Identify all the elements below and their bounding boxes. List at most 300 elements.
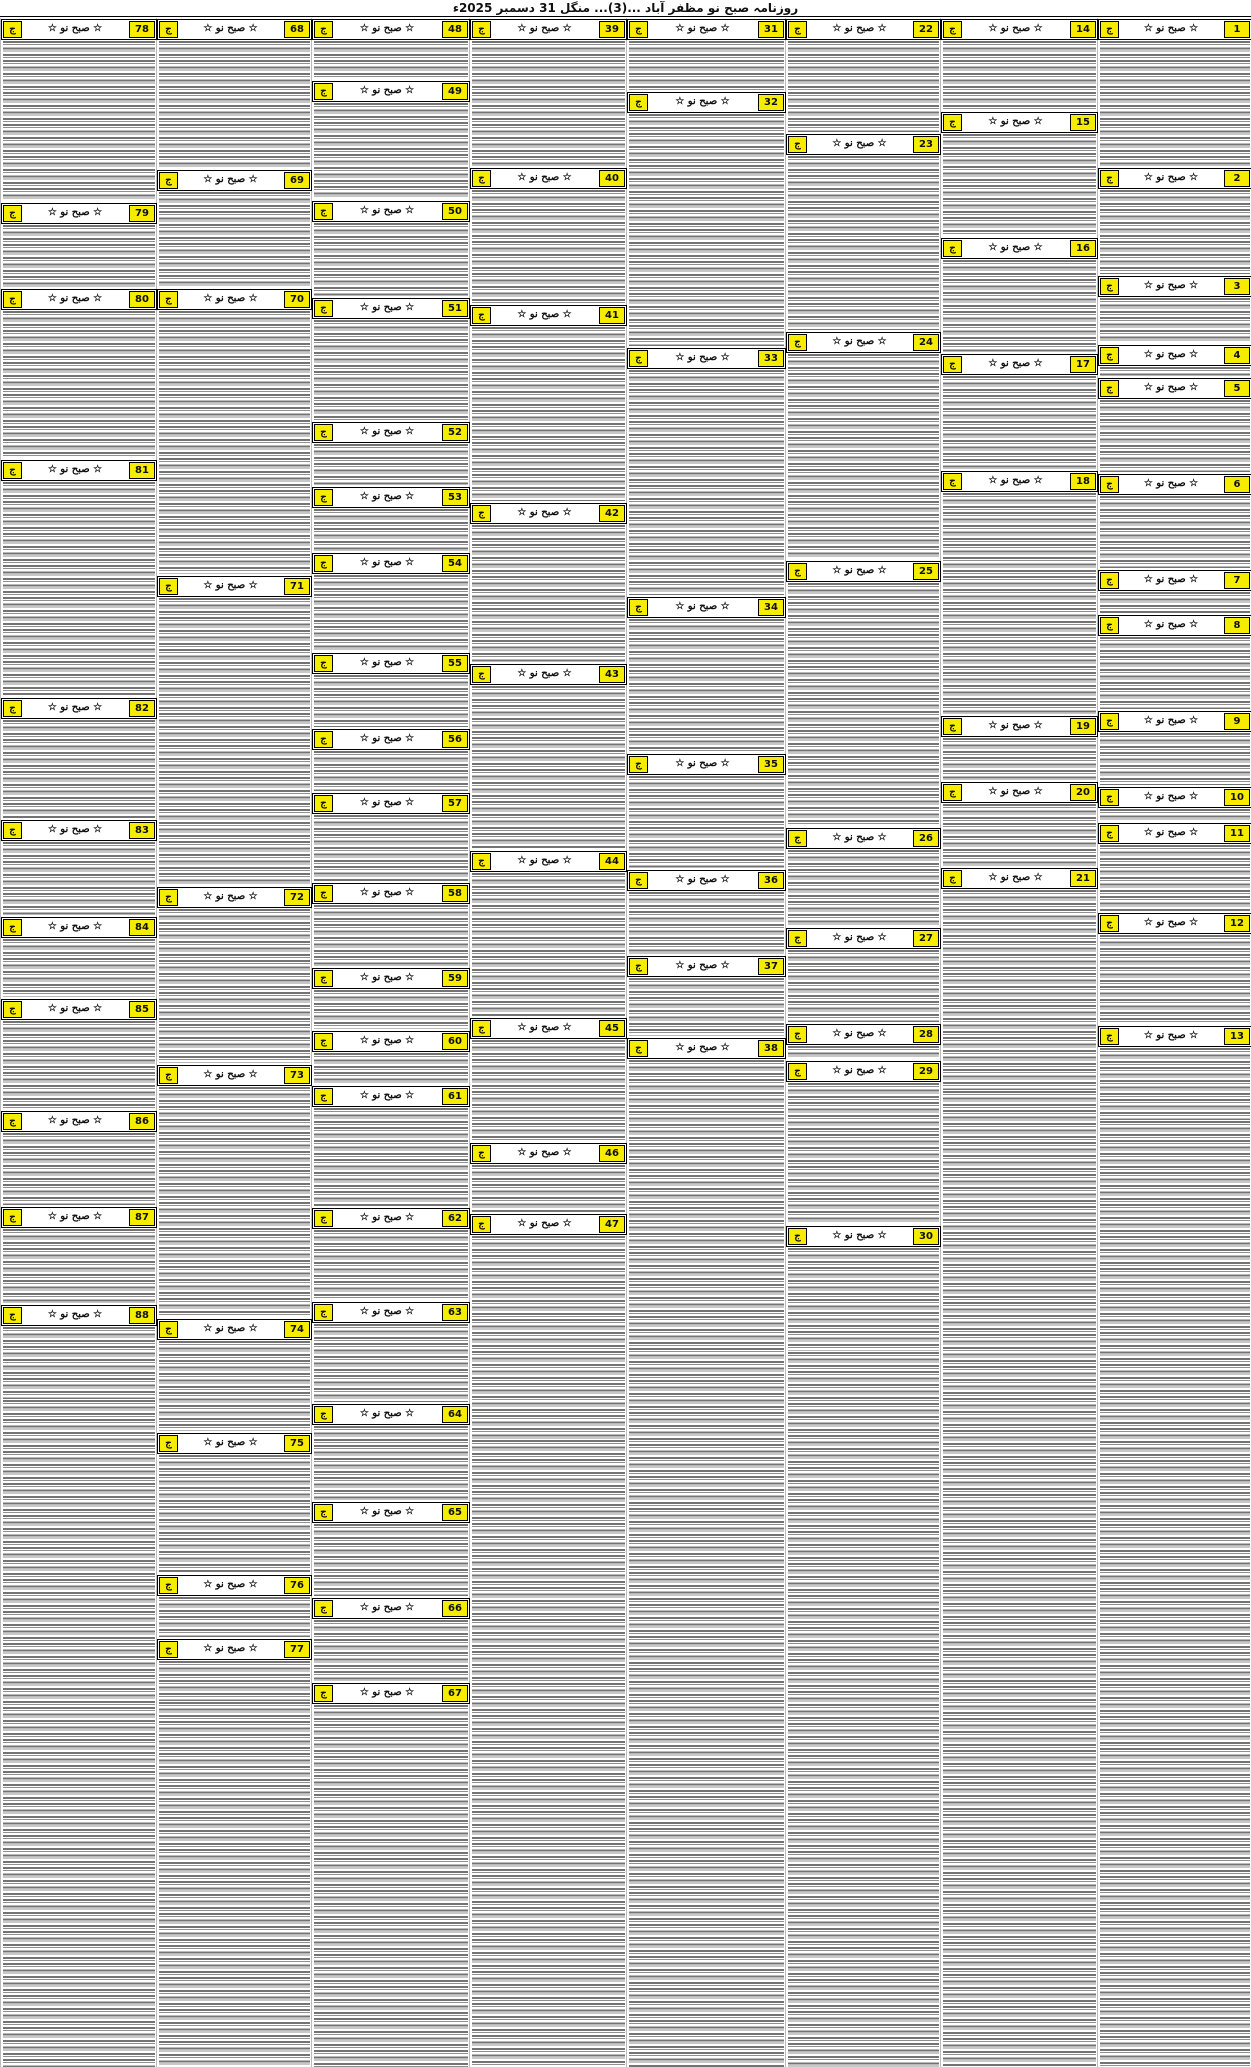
ad-body-text bbox=[314, 41, 468, 79]
ad-brand-label: ☆ صبح نو ☆ bbox=[1143, 23, 1199, 34]
ad-brand-label: ☆ صبح نو ☆ bbox=[203, 891, 258, 902]
ad-body-text bbox=[788, 354, 939, 559]
ad-brand-label: ☆ صبح نو ☆ bbox=[203, 1323, 258, 1334]
ad-brand-label: ☆ صبح نو ☆ bbox=[203, 580, 258, 591]
classified-ad bbox=[157, 1064, 312, 1318]
classified-ad bbox=[312, 18, 470, 80]
classified-ad bbox=[786, 133, 941, 331]
ad-brand-label: ☆ صبح نو ☆ bbox=[988, 358, 1043, 369]
logo-icon: ج bbox=[472, 307, 491, 324]
ad-number-badge: 53 bbox=[442, 489, 468, 506]
classified-ad bbox=[312, 200, 470, 297]
classified-ad bbox=[1098, 344, 1251, 377]
logo-icon: ج bbox=[314, 1304, 333, 1321]
ad-number-badge: 2 bbox=[1224, 170, 1250, 187]
ad-brand-label: ☆ صبح نو ☆ bbox=[359, 23, 415, 34]
ad-brand-label: ☆ صبح نو ☆ bbox=[1143, 172, 1199, 183]
ad-body-text bbox=[1100, 496, 1250, 568]
ad-header-bar bbox=[312, 1502, 470, 1523]
ad-brand-label: ☆ صبح نو ☆ bbox=[1143, 478, 1199, 489]
logo-icon: ج bbox=[3, 21, 22, 38]
classified-ad bbox=[1098, 786, 1251, 822]
classified-ad bbox=[157, 1318, 312, 1432]
ad-header-bar bbox=[1, 1111, 157, 1132]
logo-icon: ج bbox=[314, 1033, 333, 1050]
ad-number-badge: 26 bbox=[913, 830, 939, 847]
ad-number-badge: 21 bbox=[1070, 870, 1096, 887]
ad-brand-label: ☆ صبح نو ☆ bbox=[675, 23, 730, 34]
ad-body-text bbox=[3, 41, 155, 201]
ad-brand-label: ☆ صبح نو ☆ bbox=[988, 720, 1043, 731]
ad-number-badge: 30 bbox=[913, 1228, 939, 1245]
ad-brand-label: ☆ صبح نو ☆ bbox=[988, 872, 1043, 883]
classified-ad bbox=[312, 80, 470, 200]
ad-brand-label: ☆ صبح نو ☆ bbox=[675, 1042, 730, 1053]
ad-number-badge: 83 bbox=[129, 822, 155, 839]
ad-body-text bbox=[159, 192, 310, 287]
ad-number-badge: 61 bbox=[442, 1088, 468, 1105]
ad-header-bar bbox=[627, 1038, 786, 1059]
logo-icon: ج bbox=[1100, 617, 1119, 634]
classified-ad bbox=[157, 288, 312, 575]
ad-number-badge: 39 bbox=[599, 21, 625, 38]
classified-ad bbox=[312, 297, 470, 421]
logo-icon: ج bbox=[159, 1435, 178, 1452]
ad-number-badge: 60 bbox=[442, 1033, 468, 1050]
ad-header-bar bbox=[312, 1683, 470, 1704]
ad-brand-label: ☆ صبح نو ☆ bbox=[1143, 619, 1199, 630]
logo-icon: ج bbox=[629, 756, 648, 773]
ad-brand-label: ☆ صبح نو ☆ bbox=[988, 475, 1043, 486]
logo-icon: ج bbox=[314, 970, 333, 987]
ad-number-badge: 66 bbox=[442, 1600, 468, 1617]
ad-body-text bbox=[159, 909, 310, 1063]
ad-header-bar bbox=[157, 576, 312, 597]
ad-header-bar bbox=[312, 729, 470, 750]
ad-brand-label: ☆ صبح نو ☆ bbox=[203, 1643, 258, 1654]
ad-number-badge: 78 bbox=[129, 21, 155, 38]
logo-icon: ج bbox=[1100, 915, 1119, 932]
ad-body-text bbox=[314, 1620, 468, 1681]
ad-brand-label: ☆ صبح نو ☆ bbox=[359, 1506, 415, 1517]
ad-header-bar bbox=[1098, 378, 1251, 399]
ad-body-text bbox=[3, 939, 155, 997]
ad-brand-label: ☆ صبح نو ☆ bbox=[359, 887, 415, 898]
classified-ad bbox=[627, 347, 786, 596]
logo-icon: ج bbox=[314, 424, 333, 441]
ad-body-text bbox=[1100, 1048, 1250, 1120]
ad-number-badge: 7 bbox=[1224, 572, 1250, 589]
ad-header-bar bbox=[157, 1319, 312, 1340]
ad-body-text bbox=[1100, 190, 1250, 274]
ad-column-6 bbox=[311, 18, 470, 2067]
classified-ad bbox=[312, 1301, 470, 1403]
ad-body-text bbox=[1100, 592, 1250, 613]
classifieds-page bbox=[0, 18, 1251, 2067]
classified-ad bbox=[1, 1304, 157, 1400]
ad-header-bar bbox=[941, 868, 1098, 889]
logo-icon: ج bbox=[788, 563, 807, 580]
ad-brand-label: ☆ صبح نو ☆ bbox=[675, 960, 730, 971]
ad-column-7 bbox=[156, 18, 312, 2067]
logo-icon: ج bbox=[629, 958, 648, 975]
classified-ad bbox=[627, 1037, 786, 1233]
classified-ad bbox=[1098, 275, 1251, 344]
ad-column-4 bbox=[626, 18, 786, 2067]
ad-brand-label: ☆ صبح نو ☆ bbox=[1143, 791, 1199, 802]
logo-icon: ج bbox=[1100, 380, 1119, 397]
ad-header-bar bbox=[157, 1575, 312, 1596]
classified-ad bbox=[157, 169, 312, 288]
ad-header-bar bbox=[157, 1639, 312, 1660]
ad-body-text bbox=[943, 41, 1096, 110]
ad-brand-label: ☆ صبح نو ☆ bbox=[517, 309, 572, 320]
ad-brand-label: ☆ صبح نو ☆ bbox=[47, 1115, 103, 1126]
classified-ad bbox=[1, 819, 157, 916]
ad-body-text bbox=[159, 311, 310, 574]
ad-brand-label: ☆ صبح نو ☆ bbox=[988, 23, 1043, 34]
logo-icon: ج bbox=[3, 700, 22, 717]
ad-brand-label: ☆ صبح نو ☆ bbox=[988, 242, 1043, 253]
ad-body-text bbox=[314, 1230, 468, 1300]
classified-ad bbox=[1098, 1025, 1251, 1121]
logo-icon: ج bbox=[1100, 572, 1119, 589]
classified-ad bbox=[941, 715, 1098, 781]
logo-icon: ج bbox=[159, 1577, 178, 1594]
logo-icon: ج bbox=[788, 1026, 807, 1043]
ad-header-bar bbox=[627, 956, 786, 977]
logo-icon: ج bbox=[314, 655, 333, 672]
ad-header-bar bbox=[1, 19, 157, 40]
ad-number-badge: 52 bbox=[442, 424, 468, 441]
ad-header-bar bbox=[627, 870, 786, 891]
ad-number-badge: 51 bbox=[442, 300, 468, 317]
classified-ad bbox=[470, 663, 627, 850]
ad-brand-label: ☆ صبح نو ☆ bbox=[47, 207, 103, 218]
ad-column-2 bbox=[940, 18, 1098, 2067]
logo-icon: ج bbox=[1100, 476, 1119, 493]
logo-icon: ج bbox=[314, 1210, 333, 1227]
ad-brand-label: ☆ صبح نو ☆ bbox=[47, 23, 103, 34]
ad-brand-label: ☆ صبح نو ☆ bbox=[203, 1579, 258, 1590]
ad-number-badge: 82 bbox=[129, 700, 155, 717]
ad-header-bar bbox=[312, 298, 470, 319]
ad-number-badge: 20 bbox=[1070, 784, 1096, 801]
classified-ad bbox=[786, 1023, 941, 1060]
logo-icon: ج bbox=[943, 114, 962, 131]
ad-number-badge: 25 bbox=[913, 563, 939, 580]
ad-header-bar bbox=[312, 793, 470, 814]
classified-ad bbox=[627, 955, 786, 1037]
logo-icon: ج bbox=[3, 1209, 22, 1226]
logo-icon: ج bbox=[314, 83, 333, 100]
classified-ad bbox=[1, 1206, 157, 1304]
ad-header-bar bbox=[470, 851, 627, 872]
classified-ad bbox=[1098, 912, 1251, 1025]
logo-icon: ج bbox=[943, 718, 962, 735]
ad-header-bar bbox=[941, 782, 1098, 803]
ad-body-text bbox=[314, 509, 468, 551]
classified-ad bbox=[470, 1017, 627, 1142]
ad-brand-label: ☆ صبح نو ☆ bbox=[832, 932, 887, 943]
ad-number-badge: 41 bbox=[599, 307, 625, 324]
logo-icon: ج bbox=[943, 356, 962, 373]
ad-header-bar bbox=[312, 553, 470, 574]
ad-brand-label: ☆ صبح نو ☆ bbox=[359, 797, 415, 808]
ad-brand-label: ☆ صبح نو ☆ bbox=[359, 426, 415, 437]
logo-icon: ج bbox=[159, 889, 178, 906]
classified-ad bbox=[627, 869, 786, 955]
ad-header-bar bbox=[312, 653, 470, 674]
ad-header-bar bbox=[312, 1302, 470, 1323]
ad-brand-label: ☆ صبح نو ☆ bbox=[675, 96, 730, 107]
ad-brand-label: ☆ صبح نو ☆ bbox=[517, 23, 572, 34]
ad-header-bar bbox=[312, 883, 470, 904]
ad-header-bar bbox=[627, 92, 786, 113]
ad-number-badge: 67 bbox=[442, 1685, 468, 1702]
classified-ad bbox=[312, 1682, 470, 1775]
ad-number-badge: 77 bbox=[284, 1641, 310, 1658]
classified-ad bbox=[312, 967, 470, 1030]
ad-number-badge: 6 bbox=[1224, 476, 1250, 493]
ad-brand-label: ☆ صبح نو ☆ bbox=[359, 205, 415, 216]
ad-body-text bbox=[314, 575, 468, 651]
ad-body-text bbox=[314, 223, 468, 296]
logo-icon: ج bbox=[3, 1001, 22, 1018]
ad-body-text bbox=[159, 1341, 310, 1431]
classified-ad bbox=[157, 1574, 312, 1638]
ad-number-badge: 68 bbox=[284, 21, 310, 38]
ad-header-bar bbox=[312, 81, 470, 102]
ad-body-text bbox=[629, 619, 784, 752]
ad-body-text bbox=[943, 890, 1096, 1090]
ad-header-bar bbox=[1098, 913, 1251, 934]
logo-icon: ج bbox=[314, 203, 333, 220]
ad-body-text bbox=[472, 327, 625, 501]
ad-number-badge: 72 bbox=[284, 889, 310, 906]
ad-brand-label: ☆ صبح نو ☆ bbox=[359, 1602, 415, 1613]
classified-ad bbox=[1, 202, 157, 288]
ad-header-bar bbox=[157, 1065, 312, 1086]
ad-body-text bbox=[788, 583, 939, 826]
classified-ad bbox=[312, 421, 470, 486]
ad-body-text bbox=[3, 1133, 155, 1205]
classified-ad bbox=[312, 728, 470, 792]
classified-ad bbox=[627, 91, 786, 347]
logo-icon: ج bbox=[472, 21, 491, 38]
ad-body-text bbox=[3, 1229, 155, 1303]
classified-ad bbox=[941, 237, 1098, 353]
ad-header-bar bbox=[312, 422, 470, 443]
ad-brand-label: ☆ صبح نو ☆ bbox=[675, 352, 730, 363]
classified-ad bbox=[470, 1213, 627, 1440]
ad-body-text bbox=[788, 850, 939, 926]
logo-icon: ج bbox=[1100, 278, 1119, 295]
classified-ad bbox=[1, 697, 157, 819]
ad-number-badge: 76 bbox=[284, 1577, 310, 1594]
classified-ad bbox=[312, 1207, 470, 1301]
classified-ad bbox=[312, 882, 470, 967]
ad-header-bar bbox=[941, 354, 1098, 375]
ad-brand-label: ☆ صبح نو ☆ bbox=[47, 1211, 103, 1222]
classified-ad bbox=[312, 486, 470, 552]
ad-body-text bbox=[314, 815, 468, 881]
ad-brand-label: ☆ صبح نو ☆ bbox=[1143, 574, 1199, 585]
classified-ad bbox=[312, 1501, 470, 1597]
ad-header-bar bbox=[1098, 787, 1251, 808]
ad-number-badge: 36 bbox=[758, 872, 784, 889]
ad-body-text bbox=[314, 751, 468, 791]
ad-header-bar bbox=[470, 1214, 627, 1235]
ad-body-text bbox=[943, 376, 1096, 469]
logo-icon: ج bbox=[1100, 713, 1119, 730]
ad-header-bar bbox=[1098, 615, 1251, 636]
logo-icon: ج bbox=[788, 136, 807, 153]
ad-brand-label: ☆ صبح نو ☆ bbox=[359, 302, 415, 313]
ad-brand-label: ☆ صبح نو ☆ bbox=[832, 1028, 887, 1039]
logo-icon: ج bbox=[1100, 170, 1119, 187]
ad-number-badge: 88 bbox=[129, 1307, 155, 1324]
classified-ad bbox=[1098, 473, 1251, 569]
ad-header-bar bbox=[1, 917, 157, 938]
ad-header-bar bbox=[1098, 711, 1251, 732]
ad-body-text bbox=[1100, 1121, 1250, 2067]
classified-ad bbox=[157, 886, 312, 1064]
logo-icon: ج bbox=[472, 853, 491, 870]
ad-header-bar bbox=[470, 1143, 627, 1164]
ad-header-bar bbox=[1098, 1026, 1251, 1047]
logo-icon: ج bbox=[3, 291, 22, 308]
ad-body-text bbox=[314, 990, 468, 1029]
ad-body-text bbox=[629, 1060, 784, 1232]
ad-header-bar bbox=[627, 19, 786, 40]
ad-number-badge: 22 bbox=[913, 21, 939, 38]
ad-body-text bbox=[314, 1324, 468, 1402]
ad-header-bar bbox=[157, 19, 312, 40]
ad-header-bar bbox=[312, 19, 470, 40]
ad-brand-label: ☆ صبح نو ☆ bbox=[517, 855, 572, 866]
ad-body-text bbox=[1100, 298, 1250, 343]
classified-ad bbox=[157, 18, 312, 169]
ad-body-text bbox=[159, 41, 310, 168]
logo-icon: ج bbox=[943, 784, 962, 801]
ad-number-badge: 56 bbox=[442, 731, 468, 748]
ad-brand-label: ☆ صبح نو ☆ bbox=[675, 758, 730, 769]
ad-column-5 bbox=[469, 18, 627, 2067]
ad-brand-label: ☆ صبح نو ☆ bbox=[1143, 349, 1199, 360]
ad-brand-label: ☆ صبح نو ☆ bbox=[1143, 1030, 1199, 1041]
ad-column-1 bbox=[1097, 18, 1251, 2067]
ad-header-bar bbox=[1098, 570, 1251, 591]
ad-number-badge: 4 bbox=[1224, 347, 1250, 364]
ad-number-badge: 46 bbox=[599, 1145, 625, 1162]
ad-number-badge: 79 bbox=[129, 205, 155, 222]
ad-body-text bbox=[788, 1248, 939, 1351]
ad-header-bar bbox=[470, 305, 627, 326]
logo-icon: ج bbox=[1100, 825, 1119, 842]
ad-brand-label: ☆ صبح نو ☆ bbox=[988, 786, 1043, 797]
classified-ad bbox=[1, 288, 157, 459]
ad-brand-label: ☆ صبح نو ☆ bbox=[47, 464, 103, 475]
ad-number-badge: 42 bbox=[599, 505, 625, 522]
ad-number-badge: 12 bbox=[1224, 915, 1250, 932]
ad-body-text bbox=[472, 1440, 625, 2067]
ad-header-bar bbox=[1, 698, 157, 719]
classified-ad bbox=[1, 1110, 157, 1206]
ad-body-text bbox=[629, 892, 784, 954]
classified-ad bbox=[1, 998, 157, 1110]
ad-brand-label: ☆ صبح نو ☆ bbox=[47, 1309, 103, 1320]
ad-brand-label: ☆ صبح نو ☆ bbox=[832, 23, 887, 34]
ad-number-badge: 14 bbox=[1070, 21, 1096, 38]
ad-header-bar bbox=[1, 289, 157, 310]
ad-number-badge: 27 bbox=[913, 930, 939, 947]
ad-brand-label: ☆ صبح نو ☆ bbox=[203, 23, 258, 34]
ad-header-bar bbox=[1, 460, 157, 481]
ad-brand-label: ☆ صبح نو ☆ bbox=[832, 565, 887, 576]
ad-header-bar bbox=[312, 968, 470, 989]
ad-body-text bbox=[3, 1021, 155, 1109]
logo-icon: ج bbox=[314, 1504, 333, 1521]
ad-body-text bbox=[629, 978, 784, 1036]
classified-ad bbox=[627, 18, 786, 91]
ad-brand-label: ☆ صبح نو ☆ bbox=[47, 1003, 103, 1014]
logo-icon: ج bbox=[3, 462, 22, 479]
logo-icon: ج bbox=[788, 1228, 807, 1245]
classified-ad bbox=[786, 827, 941, 927]
ad-header-bar bbox=[470, 19, 627, 40]
ad-number-badge: 13 bbox=[1224, 1028, 1250, 1045]
classified-ad bbox=[786, 331, 941, 560]
ad-body-text bbox=[788, 156, 939, 330]
classified-ad bbox=[627, 596, 786, 753]
ad-number-badge: 10 bbox=[1224, 789, 1250, 806]
classified-ad bbox=[786, 1060, 941, 1225]
ad-brand-label: ☆ صبح نو ☆ bbox=[1143, 715, 1199, 726]
ad-body-text bbox=[472, 1165, 625, 1212]
classified-ad bbox=[1098, 614, 1251, 710]
ad-number-badge: 59 bbox=[442, 970, 468, 987]
logo-icon: ج bbox=[3, 1113, 22, 1130]
ad-header-bar bbox=[157, 170, 312, 191]
classified-ad bbox=[941, 470, 1098, 715]
logo-icon: ج bbox=[788, 1063, 807, 1080]
ad-number-badge: 44 bbox=[599, 853, 625, 870]
ad-header-bar bbox=[470, 1018, 627, 1039]
ad-number-badge: 5 bbox=[1224, 380, 1250, 397]
ad-number-badge: 24 bbox=[913, 334, 939, 351]
ad-number-badge: 15 bbox=[1070, 114, 1096, 131]
logo-icon: ج bbox=[1100, 789, 1119, 806]
ad-number-badge: 19 bbox=[1070, 718, 1096, 735]
classified-ad bbox=[786, 927, 941, 1023]
classified-ad bbox=[941, 781, 1098, 867]
ad-header-bar bbox=[1098, 19, 1251, 40]
classified-ad bbox=[1098, 822, 1251, 912]
classified-ad bbox=[157, 1638, 312, 1702]
ad-header-bar bbox=[786, 19, 941, 40]
logo-icon: ج bbox=[472, 1216, 491, 1233]
ad-body-text bbox=[1100, 845, 1250, 911]
ad-header-bar bbox=[786, 828, 941, 849]
ad-number-badge: 69 bbox=[284, 172, 310, 189]
logo-icon: ج bbox=[3, 919, 22, 936]
ad-header-bar bbox=[627, 348, 786, 369]
classified-ad bbox=[1098, 710, 1251, 786]
ad-number-badge: 84 bbox=[129, 919, 155, 936]
ad-body-text bbox=[1100, 367, 1250, 376]
ad-number-badge: 85 bbox=[129, 1001, 155, 1018]
